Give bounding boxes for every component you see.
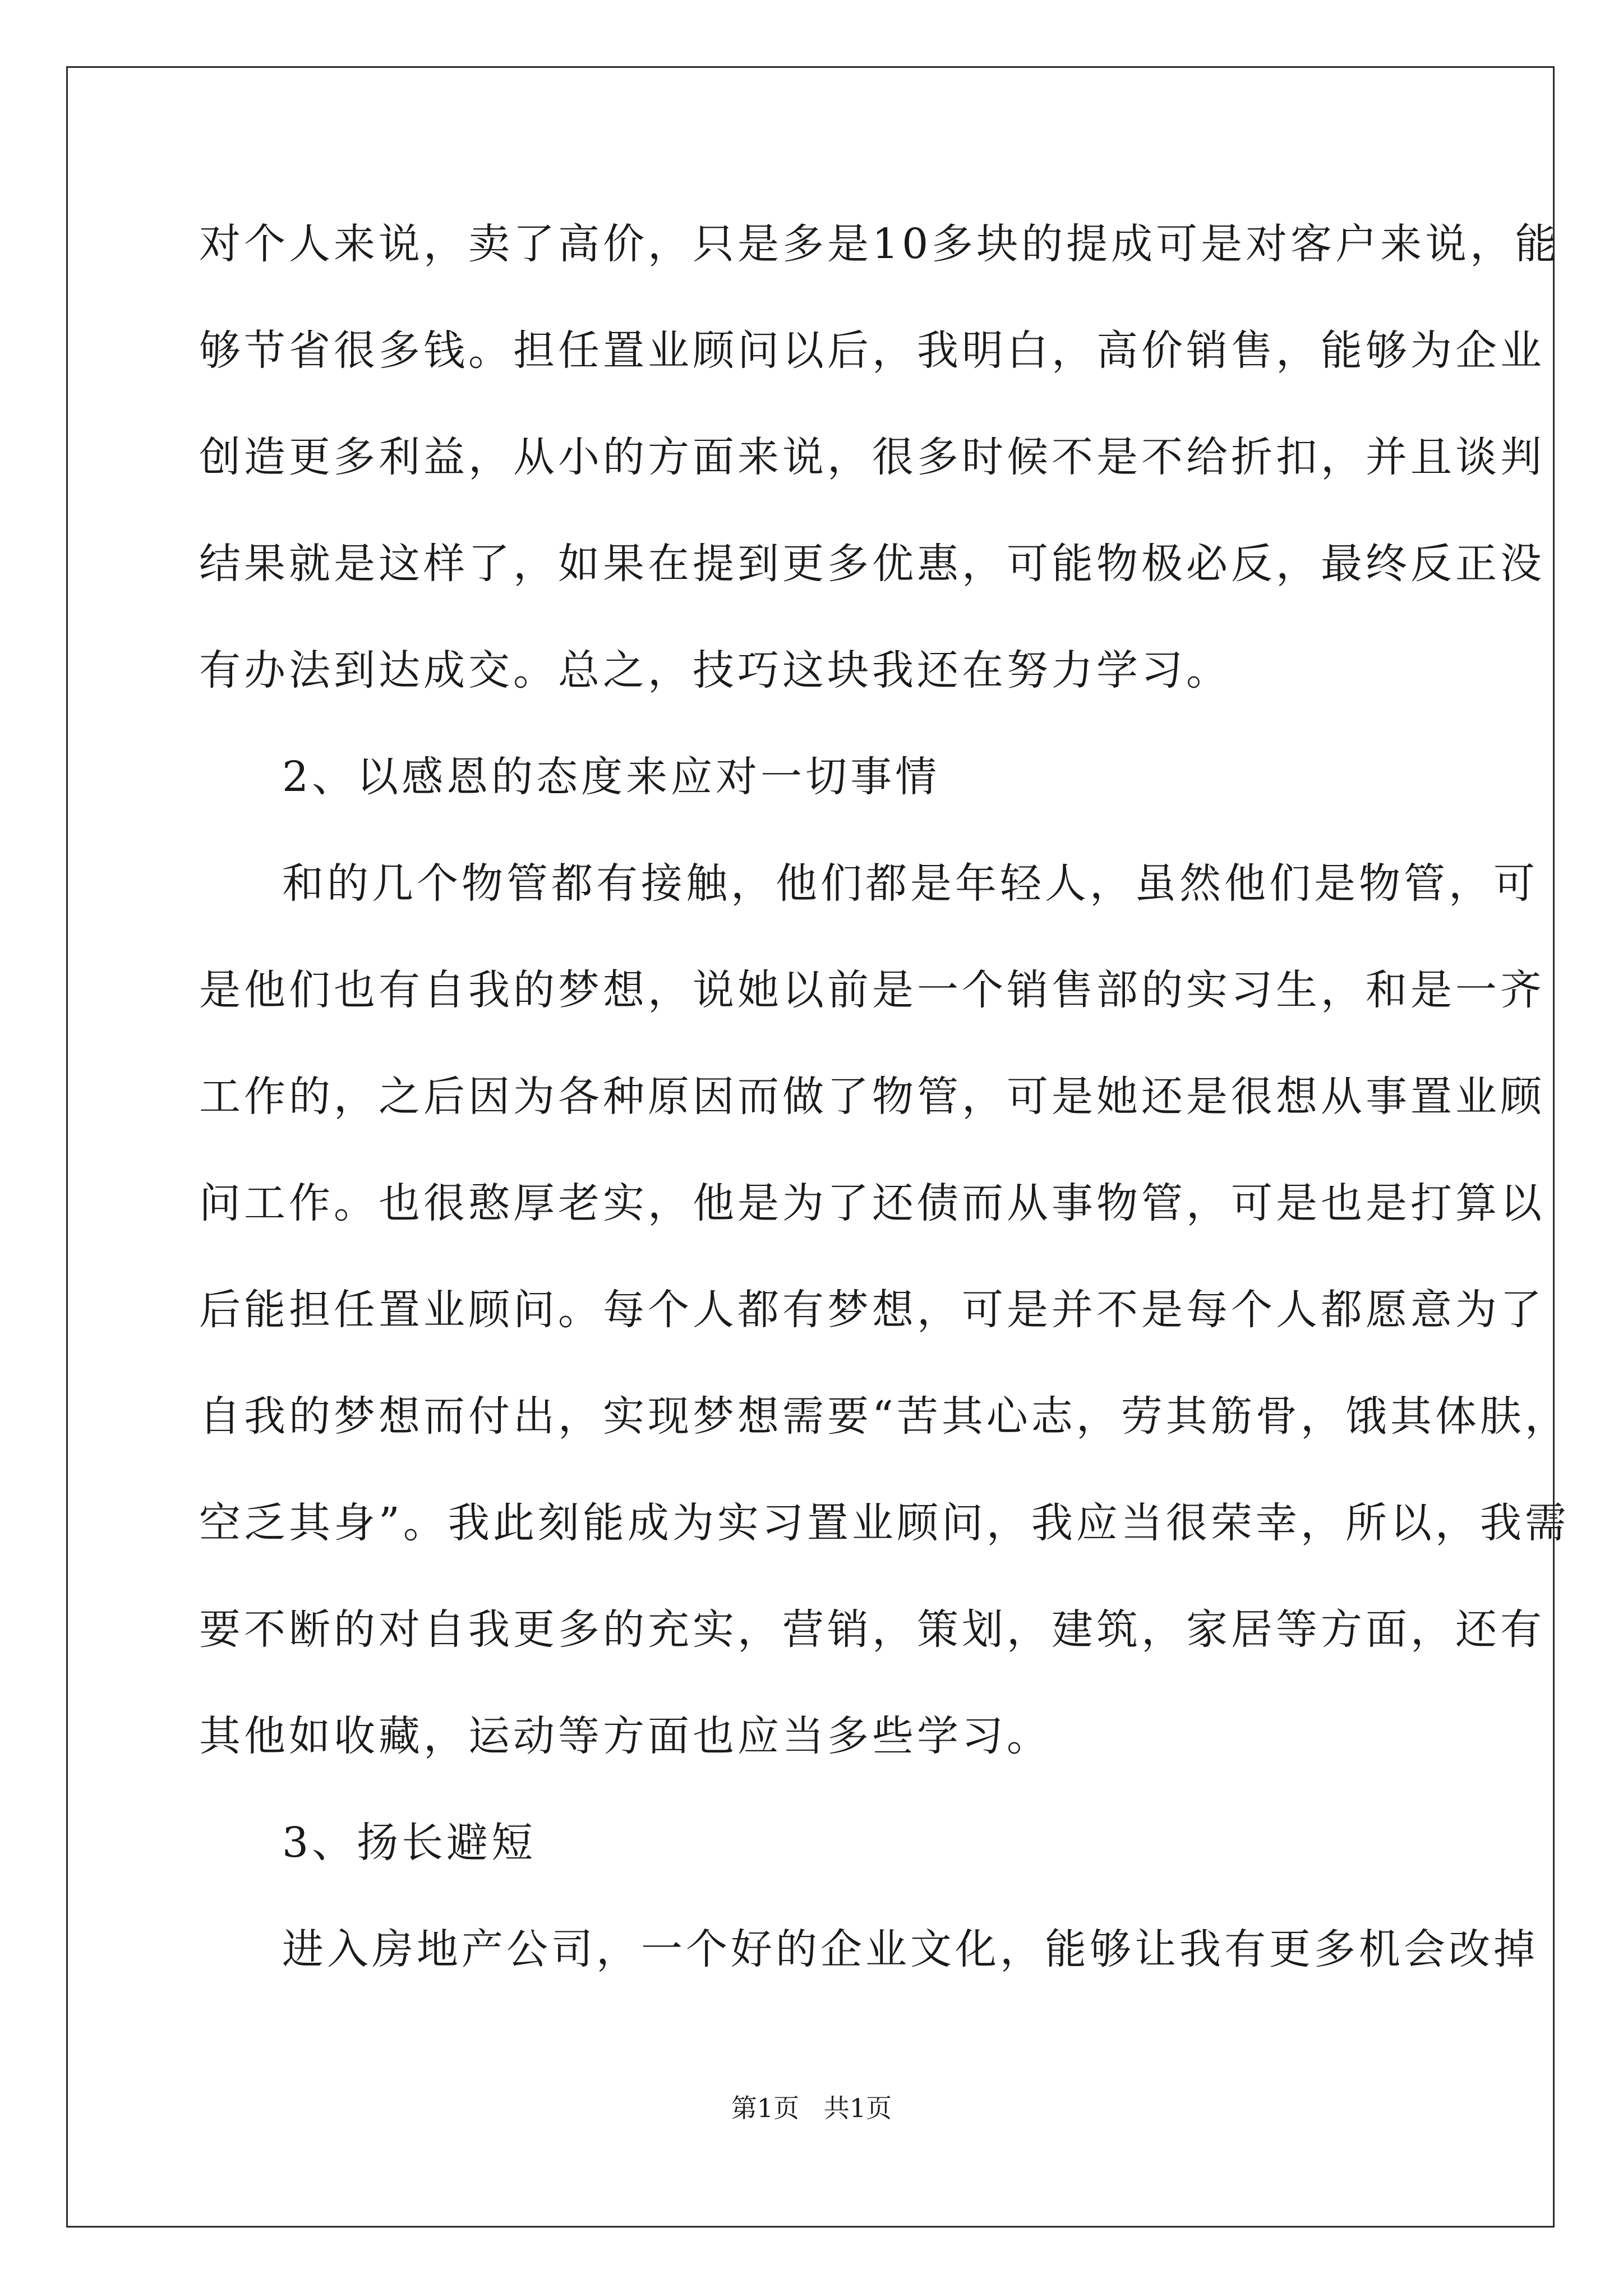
paragraph-line: 自我的梦想而付出，实现梦想需要“苦其心志，劳其筋骨，饿其体肤， xyxy=(199,1392,1570,1441)
paragraph-line: 问工作。也很憨厚老实，他是为了还债而从事物管，可是也是打算以 xyxy=(199,1179,1545,1227)
paragraph-line: 工作的，之后因为各种原因而做了物管，可是她还是很想从事置业顾 xyxy=(199,1073,1545,1121)
section-heading: 3、扬长避短 xyxy=(282,1819,537,1867)
paragraph-line: 空乏其身”。我此刻能成为实习置业顾问，我应当很荣幸，所以，我需 xyxy=(199,1499,1570,1547)
paragraph-line: 创造更多利益，从小的方面来说，很多时候不是不给折扣，并且谈判 xyxy=(199,433,1545,481)
paragraph-line: 结果就是这样了，如果在提到更多优惠，可能物极必反，最终反正没 xyxy=(199,540,1545,588)
section-heading: 2、以感恩的态度来应对一切事情 xyxy=(282,753,940,801)
paragraph-line: 够节省很多钱。担任置业顾问以后，我明白，高价销售，能够为企业 xyxy=(199,326,1545,375)
paragraph-line: 是他们也有自我的梦想，说她以前是一个销售部的实习生，和是一齐 xyxy=(199,966,1545,1014)
document-body xyxy=(199,208,1570,2019)
paragraph-line: 要不断的对自我更多的充实，营销，策划，建筑，家居等方面，还有 xyxy=(199,1605,1545,1654)
paragraph-line: 其他如收藏，运动等方面也应当多些学习。 xyxy=(199,1712,1052,1760)
paragraph-line: 和的几个物管都有接触，他们都是年轻人，虽然他们是物管，可 xyxy=(282,859,1538,908)
paragraph-line: 对个人来说，卖了高价，只是多是10多块的提成可是对客户来说，能 xyxy=(199,220,1560,268)
paragraph-line: 后能担任置业顾问。每个人都有梦想，可是并不是每个人都愿意为了 xyxy=(199,1286,1545,1334)
page-footer: 第1页 共1页 xyxy=(731,2093,892,2123)
paragraph-line: 进入房地产公司，一个好的企业文化，能够让我有更多机会改掉 xyxy=(282,1925,1538,1973)
paragraph-line: 有办法到达成交。总之，技巧这块我还在努力学习。 xyxy=(199,646,1231,694)
